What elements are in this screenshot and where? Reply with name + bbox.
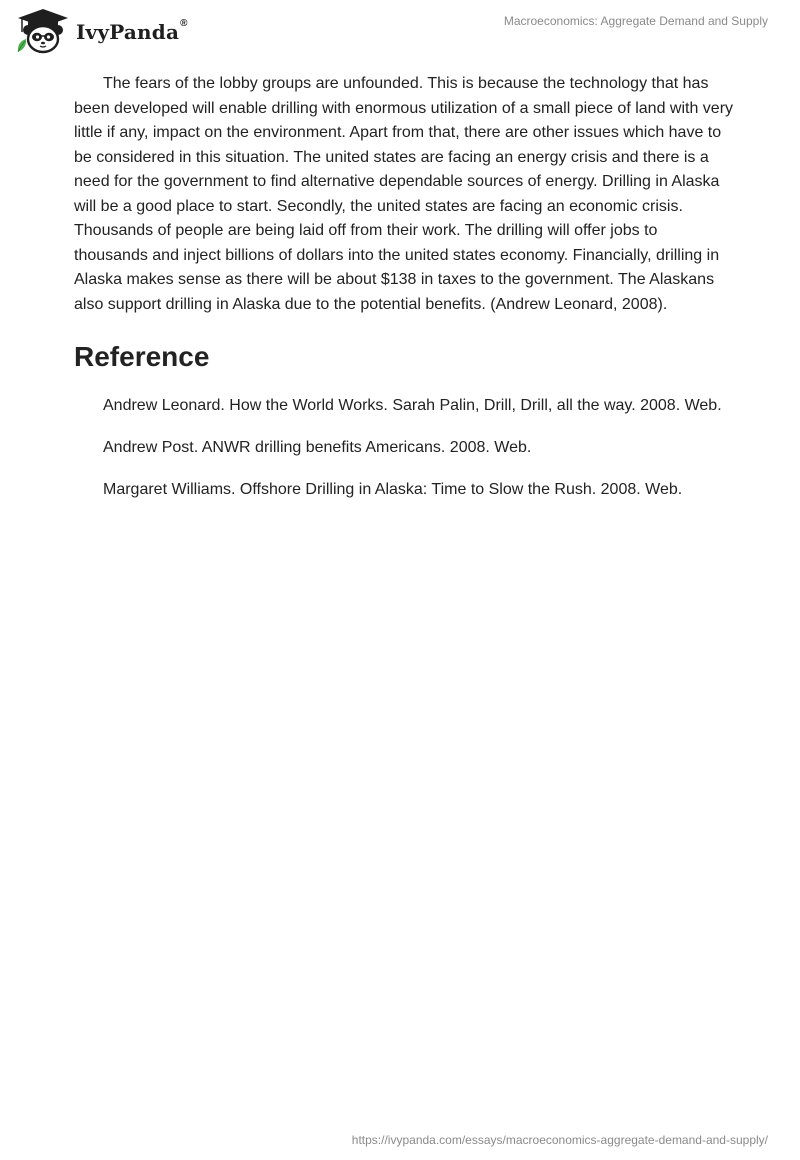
reference-heading: Reference	[74, 341, 210, 372]
source-url-link[interactable]: https://ivypanda.com/essays/macroeconomics-aggregate-demand-and-supply/	[351, 1133, 768, 1147]
ivypanda-logo[interactable]	[14, 8, 188, 54]
reference-list	[74, 395, 734, 501]
brand-name	[76, 20, 188, 44]
panda-graduation-cap-icon	[14, 8, 72, 54]
reference-item: Andrew Post. ANWR drilling benefits Americans. 2008. Web.	[103, 439, 532, 456]
essay-content	[74, 72, 734, 521]
brand-name-text: IvyPanda	[76, 20, 180, 44]
registered-mark: ®	[180, 18, 188, 29]
reference-item: Margaret Williams. Offshore Drilling in Alaska: Time to Slow the Rush. 2008. Web.	[103, 481, 683, 498]
document-title: Macroeconomics: Aggregate Demand and Supply	[503, 14, 768, 28]
page-header	[0, 0, 800, 60]
reference-item: Andrew Leonard. How the World Works. Sarah Palin, Drill, Drill, all the way. 2008. Web.	[103, 397, 722, 414]
body-paragraph: The fears of the lobby groups are unfounded. This is because the technology that has been developed will enable drilling with enormous utilization of a small piece of land with very little if any, impact on the environment. Apart from that, there are other issues which have to be considered in this situation. The united states are facing an energy crisis and there is a need for the government to find alternative dependable sources of energy. Drilling in Alaska will be a good place to start. Secondly, the united states are facing an economic crisis. Thousands of people are being laid off from their work. The drilling will offer jobs to thousands and inject billions of dollars into the united states economy. Financially, drilling in Alaska makes sense as there will be about $138 in taxes to the government. The Alaskans also support drilling in Alaska due to the potential benefits. (Andrew Leonard, 2008).	[74, 75, 734, 313]
